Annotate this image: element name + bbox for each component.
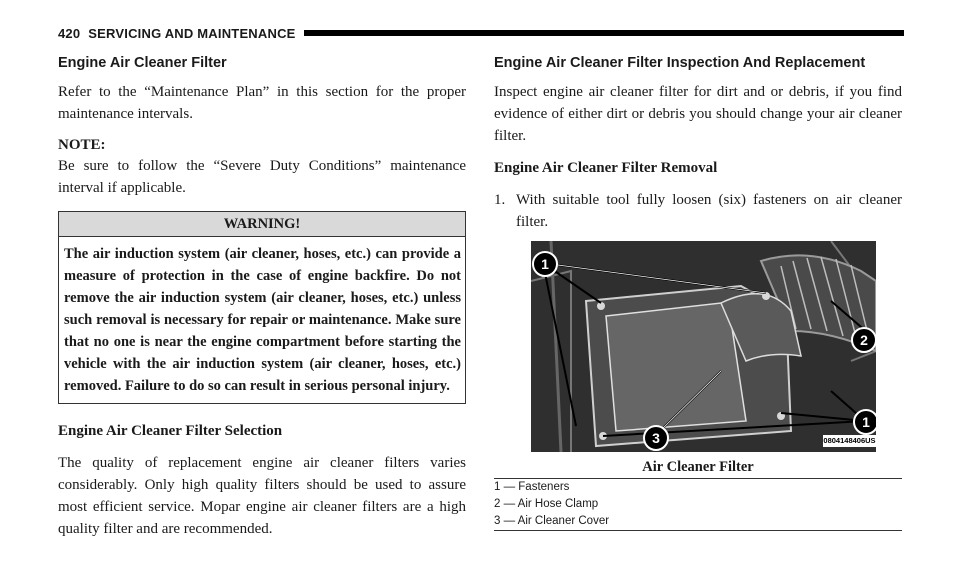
callout-1-top: 1 xyxy=(532,251,558,277)
section-heading: Engine Air Cleaner Filter xyxy=(58,55,227,71)
warning-title: WARNING! xyxy=(59,212,465,237)
image-code: 0804148406US xyxy=(823,436,876,445)
air-cleaner-illustration xyxy=(531,241,876,452)
legend-item: 2 — Air Hose Clamp xyxy=(494,498,599,510)
legend-item: 1 — Fasteners xyxy=(494,481,570,493)
legend-item: 3 — Air Cleaner Cover xyxy=(494,515,610,527)
intro-paragraph: Refer to the “Maintenance Plan” in this section for the proper maintenance intervals. xyxy=(58,84,466,122)
selection-text: The quality of replacement engine air cleaner filters varies considerably. Only high quality filters should be used to assure most efficient service. Mopar engine air cleaner filters are a high quality filter and are recommended. xyxy=(58,455,466,537)
selection-heading: Engine Air Cleaner Filter Selection xyxy=(58,423,283,439)
callout-3: 3 xyxy=(643,425,669,451)
left-column xyxy=(58,54,466,540)
note-label: NOTE: xyxy=(58,137,106,153)
inspection-intro: Inspect engine air cleaner filter for dirt and or debris, if you find evidence of either dirt or debris you should change your air cleaner filter. xyxy=(494,84,902,144)
callout-2: 2 xyxy=(851,327,876,353)
removal-heading: Engine Air Cleaner Filter Removal xyxy=(494,160,718,176)
figure-legend xyxy=(494,478,902,531)
warning-box xyxy=(58,211,466,404)
warning-text: The air induction system (air cleaner, hoses, etc.) can provide a measure of protection in the case of engine backfire. Do not remove the air induction system (air cleaner, hoses, etc.) unless such removal is necessary for repair or maintenance. Make sure that no one is near the engine compartment before starting the vehicle with the air induction system (air cleaner, hoses, etc.) removed. Failure to do so can result in serious personal injury. xyxy=(59,237,465,403)
step-text: With suitable tool fully loosen (six) fasteners on air cleaner filter. xyxy=(516,192,902,230)
section-title: SERVICING AND MAINTENANCE xyxy=(88,25,296,41)
step-number: 1. xyxy=(494,192,506,208)
callout-1-bottom: 1 xyxy=(853,409,876,435)
inspection-heading: Engine Air Cleaner Filter Inspection And Replacement xyxy=(494,55,866,71)
page-number: 420 xyxy=(58,25,81,41)
right-column xyxy=(494,54,902,531)
figure-caption: Air Cleaner Filter xyxy=(642,459,754,475)
header-rule xyxy=(304,30,904,36)
step-1 xyxy=(494,189,902,233)
note-text: Be sure to follow the “Severe Duty Conditions” maintenance interval if applicable. xyxy=(58,158,466,196)
page-header xyxy=(58,23,904,43)
